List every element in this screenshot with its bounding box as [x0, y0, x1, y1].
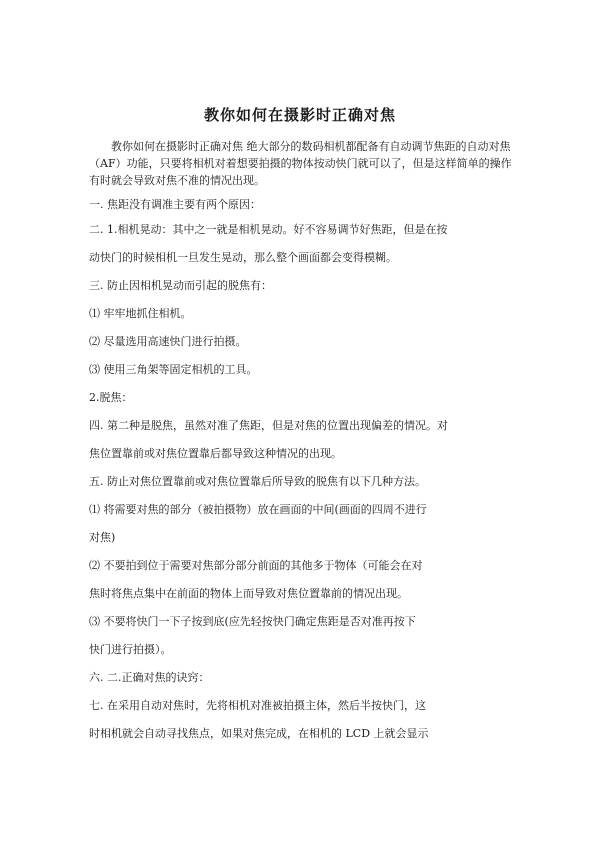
text-line: ⑵ 不要拍到位于需要对焦部分部分前面的其他多于物体（可能会在对 [89, 559, 423, 572]
text-line: ⑵ 尽量选用高速快门进行拍摄。 [89, 335, 247, 348]
text-line: 四. 第二种是脱焦，虽然对准了焦距，但是对焦的位置出现偏差的情况。对 [89, 419, 448, 432]
text-line: ⑶ 不要将快门一下子按到底(应先轻按快门确定焦距是否对准再按下 [89, 615, 416, 628]
text-line: 二. 1.相机晃动：其中之一就是相机晃动。好不容易调节好焦距，但是在按 [89, 223, 448, 236]
text-line: 七. 在采用自动对焦时，先将相机对准被拍摄主体，然后半按快门，这 [89, 699, 426, 712]
text-line: ⑴ 将需要对焦的部分（被拍摄物）放在画面的中间(画面的四周不进行 [89, 503, 427, 516]
text-line: 三. 防止因相机晃动而引起的脱焦有： [89, 279, 272, 292]
text-line: 焦位置靠前或对焦位置靠后都导致这种情况的出现。 [89, 447, 342, 460]
text-line: 焦时将焦点集中在前面的物体上而导致对焦位置靠前的情况出现。 [89, 587, 408, 600]
text-line: 动快门的时候相机一旦发生晃动，那么整个画面都会变得模糊。 [89, 251, 397, 264]
text-line: ⑴ 牢牢地抓住相机。 [89, 307, 192, 320]
document-title: 教你如何在摄影时正确对焦 [203, 106, 396, 124]
text-line: 时相机就会自动寻找焦点，如果对焦完成，在相机的 LCD 上就会显示 [89, 727, 429, 740]
text-line: 快门进行拍摄）。 [89, 643, 172, 656]
text-line: ⑶ 使用三角架等固定相机的工具。 [89, 363, 258, 376]
text-line: 五. 防止对焦位置靠前或对焦位置靠后所导致的脱焦有以下几种方法。 [89, 475, 426, 488]
text-line: 对焦) [89, 531, 116, 544]
intro-paragraph: 教你如何在摄影时正确对焦 绝大部分的数码相机都配备有自动调节焦距的自动对焦（AF）功能，只要将相机对着想要拍摄的物体按动快门就可以了，但是这样简单的操作有时就会导致对焦不准的情况出现。 [89, 140, 512, 187]
text-line: 六. 二.正确对焦的诀窍： [89, 671, 210, 684]
text-line: 2.脱焦： [89, 391, 133, 404]
text-line: 一. 焦距没有调准主要有两个原因： [89, 198, 261, 211]
